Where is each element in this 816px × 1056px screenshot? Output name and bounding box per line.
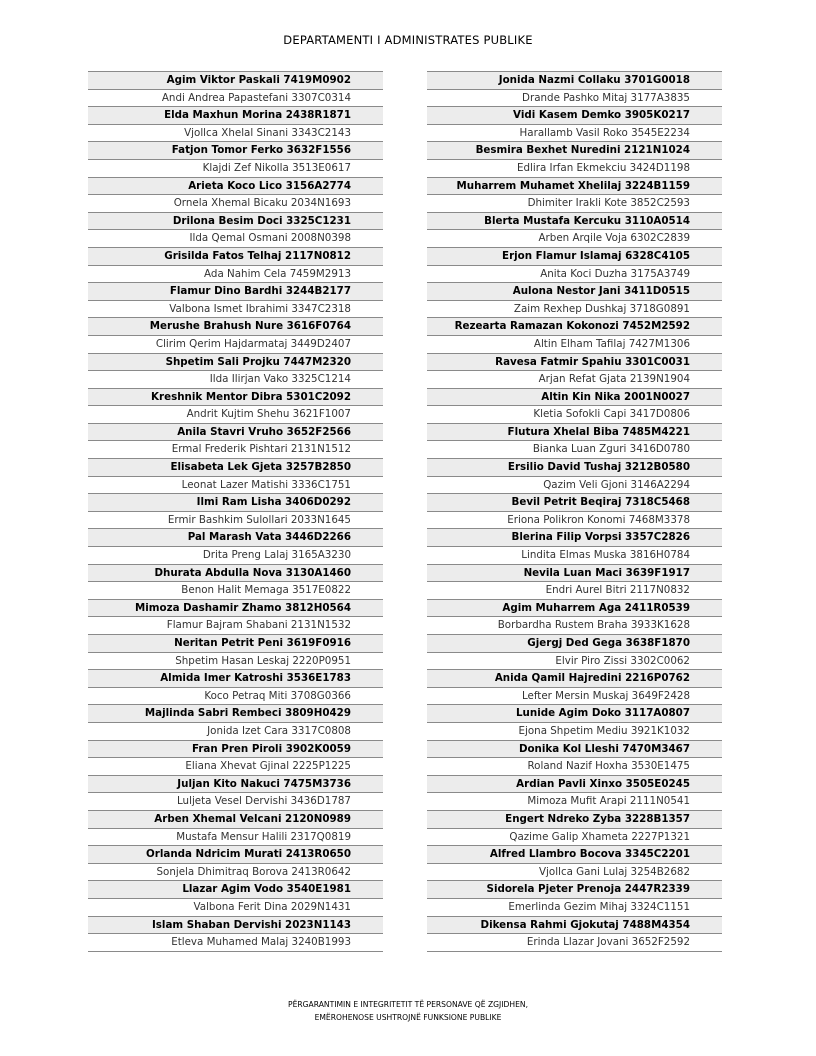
list-item: Ornela Xhemal Bicaku 2034N1693 — [88, 194, 383, 212]
list-item: Drilona Besim Doci 3325C1231 — [88, 212, 383, 230]
list-item: Mimoza Dashamir Zhamo 3812H0564 — [88, 599, 383, 617]
list-item: Alfred Llambro Bocova 3345C2201 — [427, 845, 722, 863]
list-item: Blerina Filip Vorpsi 3357C2826 — [427, 528, 722, 546]
list-item: Ilda Qemal Osmani 2008N0398 — [88, 229, 383, 247]
list-item: Nevila Luan Maci 3639F1917 — [427, 564, 722, 582]
list-item: Bevil Petrit Beqiraj 7318C5468 — [427, 493, 722, 511]
list-item: Bianka Luan Zguri 3416D0780 — [427, 440, 722, 458]
list-item: Anila Stavri Vruho 3652F2566 — [88, 423, 383, 441]
list-item: Ardian Pavli Xinxo 3505E0245 — [427, 775, 722, 793]
list-item: Majlinda Sabri Rembeci 3809H0429 — [88, 704, 383, 722]
list-end-rule — [88, 951, 383, 952]
list-item: Altin Elham Tafilaj 7427M1306 — [427, 335, 722, 353]
page-title: DEPARTAMENTI I ADMINISTRATES PUBLIKE — [283, 33, 533, 47]
list-item: Ermal Frederik Pishtari 2131N1512 — [88, 440, 383, 458]
list-item: Elda Maxhun Morina 2438R1871 — [88, 106, 383, 124]
list-item: Ilda Ilirjan Vako 3325C1214 — [88, 370, 383, 388]
list-item: Leonat Lazer Matishi 3336C1751 — [88, 476, 383, 494]
list-item: Eliana Xhevat Gjinal 2225P1225 — [88, 757, 383, 775]
list-item: Fatjon Tomor Ferko 3632F1556 — [88, 141, 383, 159]
list-item: Neritan Petrit Peni 3619F0916 — [88, 634, 383, 652]
list-item: Lunide Agim Doko 3117A0807 — [427, 704, 722, 722]
list-item: Roland Nazif Hoxha 3530E1475 — [427, 757, 722, 775]
list-item: Dhurata Abdulla Nova 3130A1460 — [88, 564, 383, 582]
list-item: Borbardha Rustem Braha 3933K1628 — [427, 616, 722, 634]
list-item: Andi Andrea Papastefani 3307C0314 — [88, 89, 383, 107]
list-item: Kreshnik Mentor Dibra 5301C2092 — [88, 388, 383, 406]
list-item: Clirim Qerim Hajdarmataj 3449D2407 — [88, 335, 383, 353]
list-item: Anida Qamil Hajredini 2216P0762 — [427, 669, 722, 687]
list-item: Qazime Galip Xhameta 2227P1321 — [427, 828, 722, 846]
list-item: Besmira Bexhet Nuredini 2121N1024 — [427, 141, 722, 159]
list-item: Flamur Dino Bardhi 3244B2177 — [88, 282, 383, 300]
list-item: Arieta Koco Lico 3156A2774 — [88, 177, 383, 195]
list-item: Emerlinda Gezim Mihaj 3324C1151 — [427, 898, 722, 916]
list-item: Arben Arqile Voja 6302C2839 — [427, 229, 722, 247]
list-item: Edlira Irfan Ekmekciu 3424D1198 — [427, 159, 722, 177]
footer — [0, 998, 816, 1024]
list-item: Rezearta Ramazan Kokonozi 7452M2592 — [427, 317, 722, 335]
list-item: Mustafa Mensur Halili 2317Q0819 — [88, 828, 383, 846]
list-item: Qazim Veli Gjoni 3146A2294 — [427, 476, 722, 494]
list-item: Engert Ndreko Zyba 3228B1357 — [427, 810, 722, 828]
list-item: Valbona Ferit Dina 2029N1431 — [88, 898, 383, 916]
list-item: Ersilio David Tushaj 3212B0580 — [427, 458, 722, 476]
list-item: Ravesa Fatmir Spahiu 3301C0031 — [427, 353, 722, 371]
list-item: Luljeta Vesel Dervishi 3436D1787 — [88, 792, 383, 810]
list-item: Andrit Kujtim Shehu 3621F1007 — [88, 405, 383, 423]
list-item: Aulona Nestor Jani 3411D0515 — [427, 282, 722, 300]
list-item: Anita Koci Duzha 3175A3749 — [427, 265, 722, 283]
list-item: Sonjela Dhimitraq Borova 2413R0642 — [88, 863, 383, 881]
list-item: Elisabeta Lek Gjeta 3257B2850 — [88, 458, 383, 476]
list-item: Flutura Xhelal Biba 7485M4221 — [427, 423, 722, 441]
list-item: Vjollca Gani Lulaj 3254B2682 — [427, 863, 722, 881]
list-item: Blerta Mustafa Kercuku 3110A0514 — [427, 212, 722, 230]
list-item: Agim Muharrem Aga 2411R0539 — [427, 599, 722, 617]
right-name-list — [427, 71, 722, 952]
list-item: Donika Kol Lleshi 7470M3467 — [427, 740, 722, 758]
footer-line-1: PËRGARANTIMIN E INTEGRITETIT TË PERSONAVE QË ZGJIDHEN, — [288, 1000, 528, 1009]
list-item: Drita Preng Lalaj 3165A3230 — [88, 546, 383, 564]
list-item: Fran Pren Piroli 3902K0059 — [88, 740, 383, 758]
list-item: Pal Marash Vata 3446D2266 — [88, 528, 383, 546]
list-item: Lindita Elmas Muska 3816H0784 — [427, 546, 722, 564]
list-item: Klajdi Zef Nikolla 3513E0617 — [88, 159, 383, 177]
list-item: Shpetim Hasan Leskaj 2220P0951 — [88, 652, 383, 670]
list-item: Koco Petraq Miti 3708G0366 — [88, 687, 383, 705]
list-item: Orlanda Ndricim Murati 2413R0650 — [88, 845, 383, 863]
list-item: Kletia Sofokli Capi 3417D0806 — [427, 405, 722, 423]
list-item: Merushe Brahush Nure 3616F0764 — [88, 317, 383, 335]
list-item: Arjan Refat Gjata 2139N1904 — [427, 370, 722, 388]
list-item: Eriona Polikron Konomi 7468M3378 — [427, 511, 722, 529]
list-item: Muharrem Muhamet Xhelilaj 3224B1159 — [427, 177, 722, 195]
list-item: Agim Viktor Paskali 7419M0902 — [88, 71, 383, 89]
list-item: Drande Pashko Mitaj 3177A3835 — [427, 89, 722, 107]
list-item: Flamur Bajram Shabani 2131N1532 — [88, 616, 383, 634]
list-item: Grisilda Fatos Telhaj 2117N0812 — [88, 247, 383, 265]
list-item: Valbona Ismet Ibrahimi 3347C2318 — [88, 300, 383, 318]
list-item: Endri Aurel Bitri 2117N0832 — [427, 581, 722, 599]
list-item: Erjon Flamur Islamaj 6328C4105 — [427, 247, 722, 265]
list-item: Shpetim Sali Projku 7447M2320 — [88, 353, 383, 371]
list-item: Benon Halit Memaga 3517E0822 — [88, 581, 383, 599]
list-item: Mimoza Mufit Arapi 2111N0541 — [427, 792, 722, 810]
list-item: Dhimiter Irakli Kote 3852C2593 — [427, 194, 722, 212]
list-item: Islam Shaban Dervishi 2023N1143 — [88, 916, 383, 934]
list-item: Erinda Llazar Jovani 3652F2592 — [427, 933, 722, 951]
list-item: Juljan Kito Nakuci 7475M3736 — [88, 775, 383, 793]
list-item: Etleva Muhamed Malaj 3240B1993 — [88, 933, 383, 951]
list-item: Sidorela Pjeter Prenoja 2447R2339 — [427, 880, 722, 898]
list-end-rule — [427, 951, 722, 952]
list-item: Vidi Kasem Demko 3905K0217 — [427, 106, 722, 124]
list-item: Zaim Rexhep Dushkaj 3718G0891 — [427, 300, 722, 318]
list-item: Elvir Piro Zissi 3302C0062 — [427, 652, 722, 670]
list-item: Gjergj Ded Gega 3638F1870 — [427, 634, 722, 652]
footer-line-2: EMËROHENOSE USHTROJNË FUNKSIONE PUBLIKE — [314, 1013, 502, 1022]
list-item: Harallamb Vasil Roko 3545E2234 — [427, 124, 722, 142]
list-item: Ada Nahim Cela 7459M2913 — [88, 265, 383, 283]
list-item: Almida Imer Katroshi 3536E1783 — [88, 669, 383, 687]
list-item: Vjollca Xhelal Sinani 3343C2143 — [88, 124, 383, 142]
left-name-list — [88, 71, 383, 952]
list-item: Jonida Nazmi Collaku 3701G0018 — [427, 71, 722, 89]
list-item: Altin Kin Nika 2001N0027 — [427, 388, 722, 406]
list-item: Ejona Shpetim Mediu 3921K1032 — [427, 722, 722, 740]
list-item: Llazar Agim Vodo 3540E1981 — [88, 880, 383, 898]
list-item: Ilmi Ram Lisha 3406D0292 — [88, 493, 383, 511]
list-item: Arben Xhemal Velcani 2120N0989 — [88, 810, 383, 828]
list-item: Dikensa Rahmi Gjokutaj 7488M4354 — [427, 916, 722, 934]
list-item: Ermir Bashkim Sulollari 2033N1645 — [88, 511, 383, 529]
list-item: Jonida Izet Cara 3317C0808 — [88, 722, 383, 740]
list-item: Lefter Mersin Muskaj 3649F2428 — [427, 687, 722, 705]
